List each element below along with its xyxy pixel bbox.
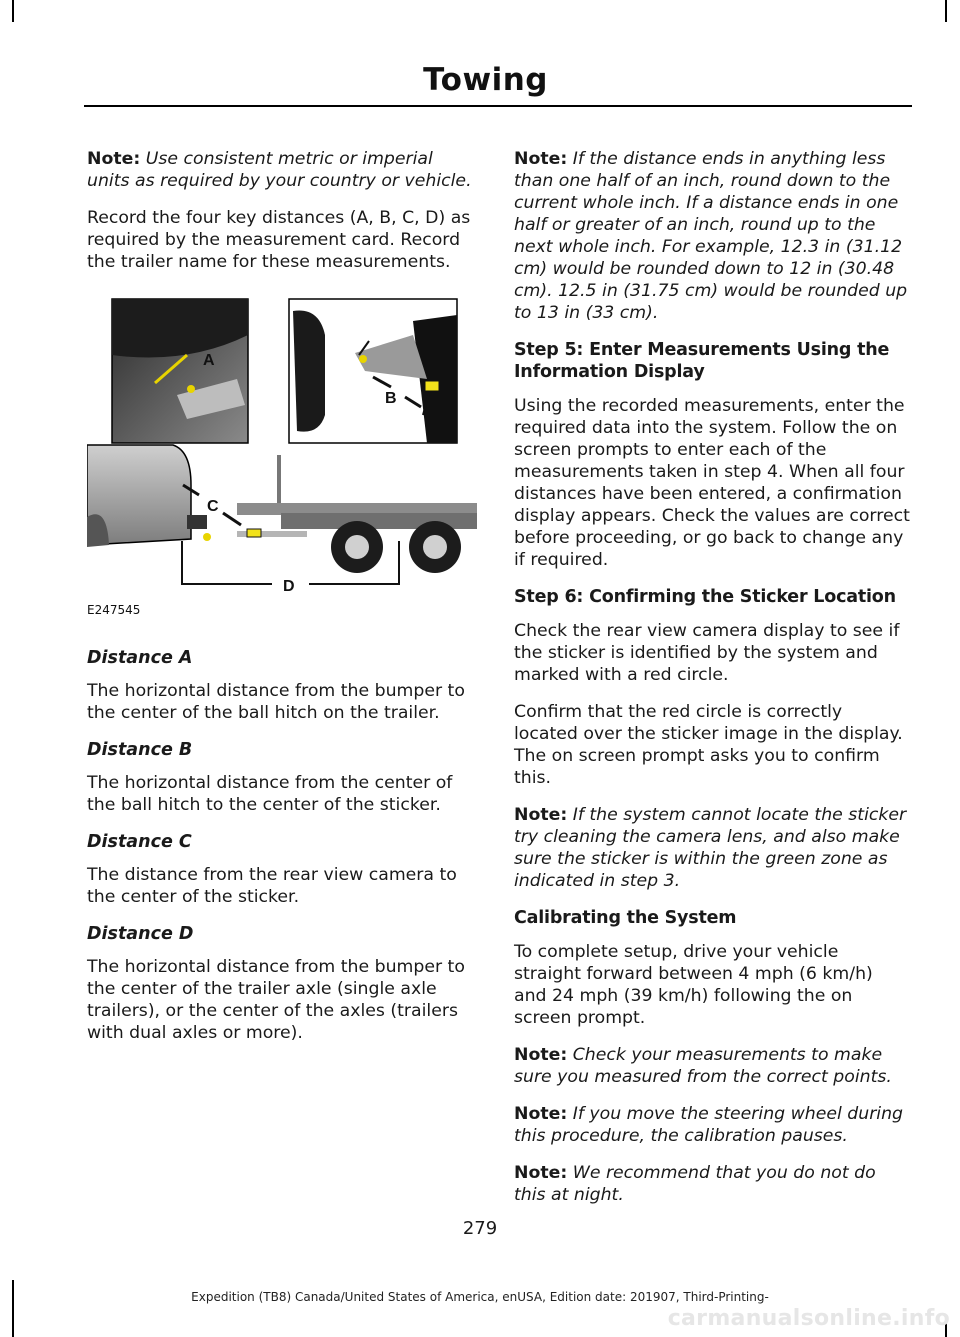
note-check-measurements xyxy=(514,1044,910,1088)
page-number: 279 xyxy=(462,1218,498,1239)
right-column xyxy=(514,148,910,1221)
note-text: Check your measurements to make sure you measured from the correct points. xyxy=(514,1045,892,1087)
note-night xyxy=(514,1162,910,1206)
measurement-diagram xyxy=(87,295,477,627)
distance-a-title: Distance A xyxy=(87,648,193,668)
label-d: D xyxy=(283,578,295,595)
note-units xyxy=(87,148,477,192)
crop-mark-top-right xyxy=(945,0,947,22)
note-label: Note: xyxy=(514,1104,568,1124)
step6-heading: Step 6: Confirming the Sticker Location xyxy=(514,587,896,607)
note-text: If the distance ends in anything less than one half of an inch, round down to the current whole inch. If a distance ends in one half or greater of an inch, round up to the next whole inch. For example, 12.3 in (31.12 cm) would be rounded down to 12 in (30.48 cm). 12.5 in (31.75 cm) would be rounded up to 13 in (33 cm). xyxy=(514,149,908,323)
note-label: Note: xyxy=(87,149,141,169)
label-c: C xyxy=(207,498,219,515)
distance-c-title: Distance C xyxy=(87,832,192,852)
measurement-figure xyxy=(87,295,477,627)
panel-b xyxy=(289,299,457,443)
sticker-side xyxy=(247,529,261,537)
distance-d-title: Distance D xyxy=(87,924,194,944)
note-rounding xyxy=(514,148,910,324)
left-column xyxy=(87,148,477,1059)
calibrating-text: To complete setup, drive your vehicle straight forward between 4 mph (6 km/h) and 24 mph (39 km/h) following the on screen prompt. xyxy=(514,942,873,1028)
step5-heading: Step 5: Enter Measurements Using the Information Display xyxy=(514,340,890,382)
label-b: B xyxy=(385,390,397,407)
note-label: Note: xyxy=(514,1045,568,1065)
calibrating-heading: Calibrating the System xyxy=(514,908,737,928)
figure-code: E247545 xyxy=(87,603,141,617)
step6-text-2: Confirm that the red circle is correctly located over the sticker image in the display. The on screen prompt asks you to confirm this. xyxy=(514,702,903,788)
distance-c-text: The distance from the rear view camera to the center of the sticker. xyxy=(87,865,457,907)
record-distances-paragraph: Record the four key distances (A, B, C, D) as required by the measurement card. Record the trailer name for these measurements. xyxy=(87,208,471,272)
distance-b-title: Distance B xyxy=(87,740,193,760)
step6-text-1: Check the rear view camera display to see if the sticker is identified by the system and marked with a red circle. xyxy=(514,621,900,685)
panel-a xyxy=(112,299,248,443)
distance-a-text: The horizontal distance from the bumper to the center of the ball hitch on the trailer. xyxy=(87,681,465,723)
note-sticker xyxy=(514,804,910,892)
header-rule xyxy=(84,105,912,107)
step5-text: Using the recorded measurements, enter the required data into the system. Follow the on screen prompts to enter each of the measurements taken in step 4. When all four distances have been entered, a confirmation display appears. Check the values are correct before proceeding, or go back to change any if required. xyxy=(514,396,910,570)
hitch-marker xyxy=(359,355,367,363)
ball-marker xyxy=(187,385,195,393)
crop-mark-bottom-left xyxy=(12,1280,14,1337)
note-label: Note: xyxy=(514,805,568,825)
distance-b-text: The horizontal distance from the center of the ball hitch to the center of the sticker. xyxy=(87,773,453,815)
watermark: carmanualsonline.info xyxy=(667,1306,950,1331)
note-steering xyxy=(514,1103,910,1147)
panel-cd xyxy=(87,445,477,595)
note-text: We recommend that you do not do this at night. xyxy=(514,1163,876,1205)
crop-mark-top-left xyxy=(12,0,14,22)
note-text: Use consistent metric or imperial units as required by your country or vehicle. xyxy=(87,149,472,191)
note-text: If the system cannot locate the sticker try cleaning the camera lens, and also make sure the sticker is within the green zone as indicated in step 3. xyxy=(514,805,907,891)
note-label: Note: xyxy=(514,149,568,169)
sticker xyxy=(425,381,439,391)
note-text: If you move the steering wheel during this procedure, the calibration pauses. xyxy=(514,1104,904,1146)
page-title: Towing xyxy=(423,62,548,98)
note-label: Note: xyxy=(514,1163,568,1183)
distance-d-text: The horizontal distance from the bumper to the center of the trailer axle (single axle trailers), or the center of the axles (trailers with dual axles or more). xyxy=(87,957,465,1043)
edition-footer: Expedition (TB8) Canada/United States of America, enUSA, Edition date: 201907, Third-Printing- xyxy=(191,1290,769,1304)
label-a: A xyxy=(203,352,215,369)
